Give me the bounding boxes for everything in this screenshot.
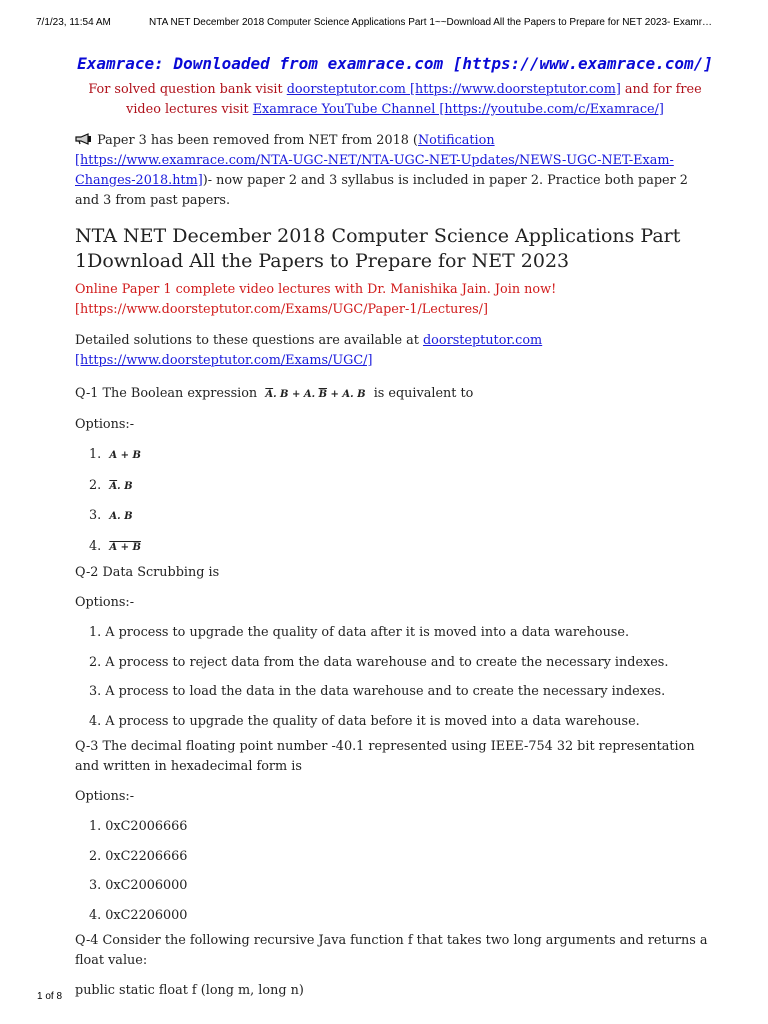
q1-text: Q-1 The Boolean expression [75, 386, 258, 401]
megaphone-icon [75, 132, 93, 144]
page-title: NTA NET December 2018 Computer Science Applications Part 1Download All the Papers to Prepare for NET 2023 [75, 225, 681, 272]
print-datetime: 7/1/23, 11:54 AM [36, 17, 111, 28]
q2-options [75, 618, 715, 736]
options-label: Options:- [75, 417, 135, 432]
option-number: 2. [89, 477, 102, 493]
list-item: 4. 0xC2206000 [89, 907, 188, 923]
option-number: 3. [89, 508, 102, 523]
notice-post: )- now paper 2 and 3 syllabus is included in paper 2. Practice both paper 2 and 3 from past papers. [75, 173, 688, 208]
doorsteptutor-link[interactable]: doorsteptutor.com [https://www.doorsteptutor.com] [286, 82, 621, 97]
paper1-lectures-link[interactable] [75, 280, 715, 320]
list-item [89, 471, 715, 502]
q4-code: public static float f (long m, long n) [75, 983, 304, 998]
list-item: 1. 0xC2006666 [89, 819, 188, 834]
list-item [89, 532, 715, 563]
notification-link[interactable]: Notification [https://www.examrace.com/NTA-UGC-NET/NTA-UGC-NET-Updates/NEWS-UGC-NET-Exam-Changes-2018.htm] [75, 133, 674, 188]
print-header [36, 17, 734, 28]
document-body [75, 52, 715, 1001]
list-item: 3. A process to load the data in the data warehouse and to create the necessary indexes. [89, 684, 666, 699]
list-item [89, 501, 715, 532]
options-label: Options:- [75, 789, 135, 804]
option-math: A + B [109, 541, 141, 553]
doorsteptutor-ugc-link[interactable]: doorsteptutor.com [https://www.doorsteptutor.com/Exams/UGC/] [75, 333, 543, 368]
q1-options [75, 440, 715, 562]
print-page-title: NTA NET December 2018 Computer Science Applications Part 1~~Download All the Papers to Prepare for NET 2023- Examr… [149, 17, 713, 28]
question-1 [75, 384, 715, 405]
detailed-solutions [75, 331, 715, 371]
expr-b-bar: $\overline{B}$ [318, 389, 328, 400]
paper1-lectures-anchor[interactable]: Online Paper 1 complete video lectures with Dr. Manishika Jain. Join now! [https://www.doorsteptutor.com/Exams/UGC/Paper-1/Lectures/] [75, 282, 557, 317]
question-2: Q-2 Data Scrubbing is [75, 565, 220, 580]
option-number: 1. [89, 447, 102, 462]
list-item [89, 440, 715, 471]
q1-text-end: is equivalent to [373, 386, 474, 401]
option-math: A + B [109, 450, 141, 461]
examrace-banner: Examrace: Downloaded from examrace.com [https://www.examrace.com/] [77, 54, 713, 73]
option-number: 4. [89, 538, 102, 554]
list-item: 2. 0xC2206666 [89, 848, 188, 864]
expr-mid: . B + A. [273, 389, 319, 400]
promo-text [75, 80, 715, 120]
page-indicator: 1 of 8 [37, 991, 63, 1002]
youtube-channel-link[interactable]: Examrace YouTube Channel [https://youtube.com/c/Examrace/] [252, 102, 664, 117]
option-math [109, 481, 132, 492]
question-4: Q-4 Consider the following recursive Java function f that takes two long arguments and returns a float value: [75, 933, 708, 968]
list-item: 3. 0xC2006000 [89, 878, 188, 893]
expr-end: + A. B [327, 389, 366, 400]
options-label: Options:- [75, 595, 135, 610]
expr-a-bar: $\overline{A}$ [265, 389, 274, 400]
notice-pre: Paper 3 has been removed from NET from 2018 ( [93, 133, 418, 148]
list-item: 2. A process to reject data from the data warehouse and to create the necessary indexes. [89, 654, 669, 670]
q1-expression [265, 389, 365, 400]
detail-pre: Detailed solutions to these questions are available at [75, 333, 423, 348]
promo-pre: For solved question bank visit [88, 82, 287, 97]
paper3-notice [75, 131, 715, 211]
option-math: A. B [109, 511, 133, 522]
option-rest: . B [117, 480, 133, 492]
list-item: 4. A process to upgrade the quality of data before it is moved into a data warehouse. [89, 713, 640, 729]
question-3: Q-3 The decimal floating point number -40.1 represented using IEEE-754 32 bit representation and written in hexadecimal form is [75, 739, 695, 774]
option-a-bar: $\overline{A}$ [109, 480, 118, 492]
q3-options [75, 812, 715, 930]
promo-mid: and for free video lectures visit [126, 82, 702, 117]
list-item: 1. A process to upgrade the quality of data after it is moved into a data warehouse. [89, 625, 630, 640]
